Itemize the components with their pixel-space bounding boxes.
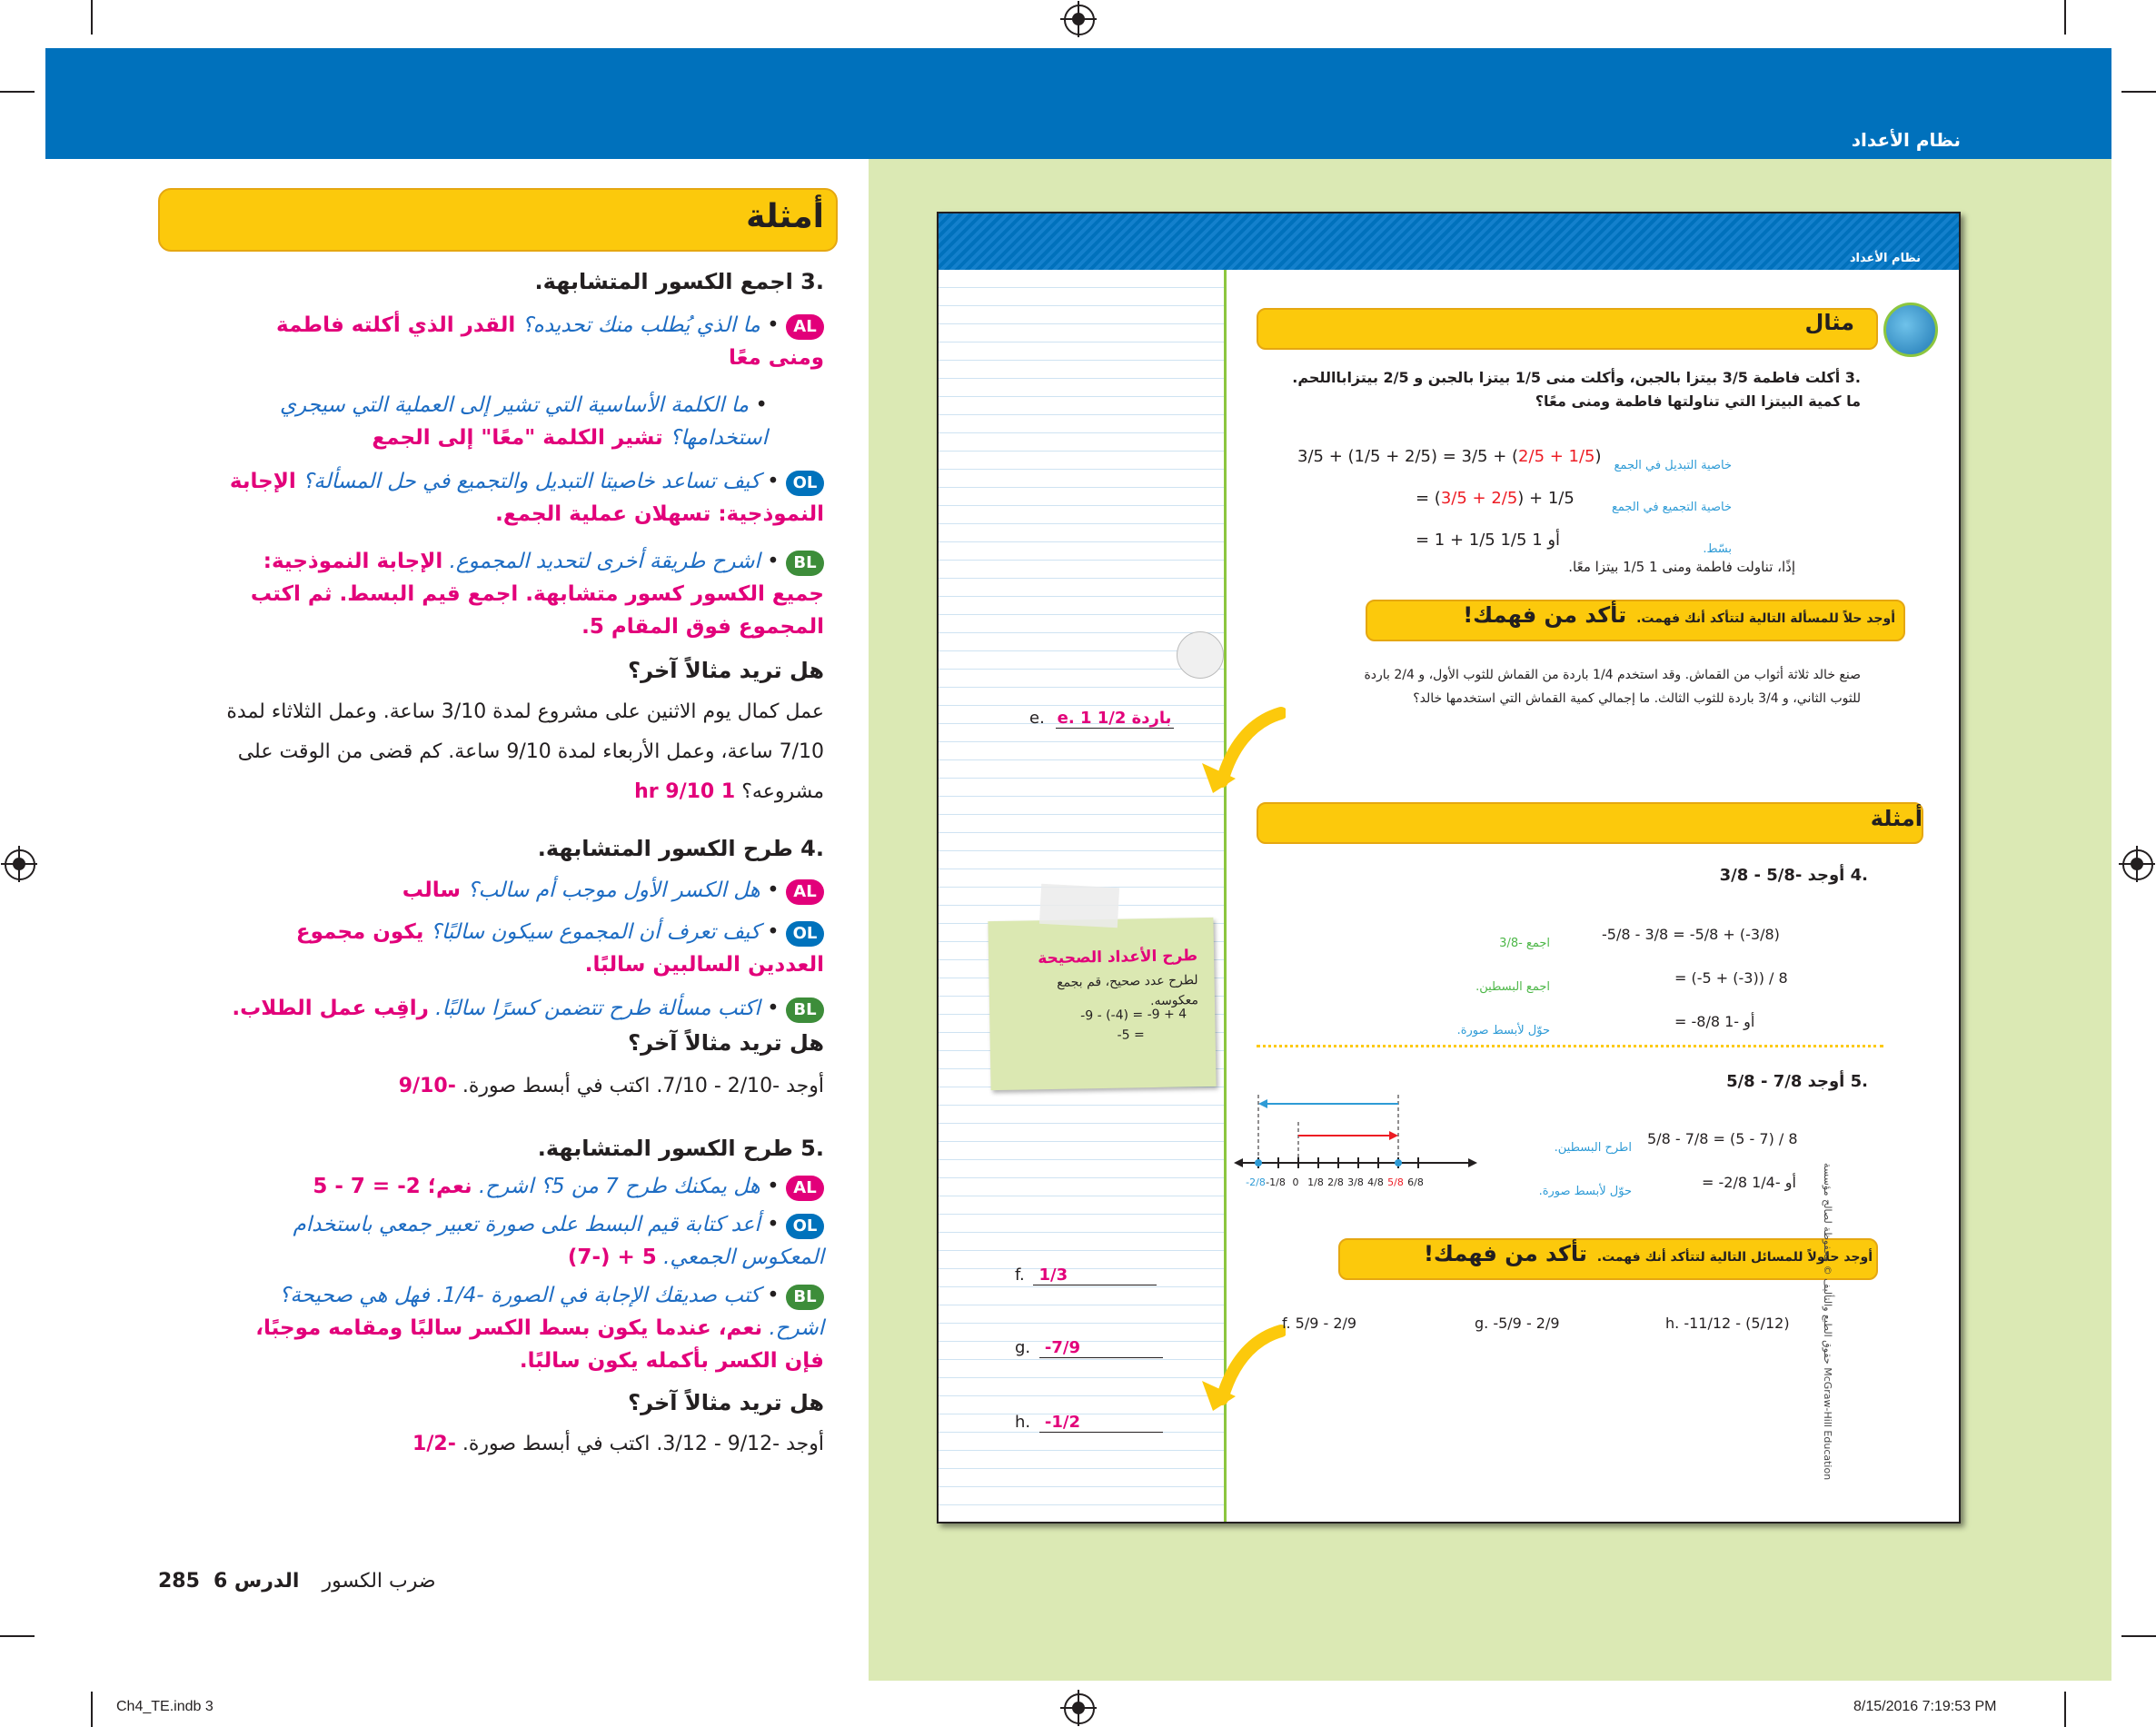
sticky-note-eq2: -5 =: [1117, 1027, 1145, 1043]
answer-text: الإجابة النموذجية: جميع الكسور كسور متشابهة. اجمع قيم البسط. ثم اكتب المجموع فوق المقام 5.: [250, 550, 824, 639]
slug-timestamp: 8/15/2016 7:19:53 PM: [1853, 1699, 1997, 1714]
slide-header-title: نظام الأعداد: [1849, 252, 1921, 265]
crop-mark: [91, 1692, 93, 1727]
answer-e-value: e. 1 1/2 باردة: [1056, 709, 1174, 729]
bl-pill: BL: [786, 997, 824, 1023]
notes-item3-bl: BL • اشرح طريقة أخرى لتحديد المجموع. الإجابة النموذجية: جميع الكسور كسور متشابهة. اجمع قيم البسط. ثم اكتب المجموع فوق المقام 5.: [250, 550, 824, 639]
page-header-title: نظام الأعداد: [1851, 129, 1961, 151]
problem-g: g. -5/9 - 2/9: [1475, 1315, 1560, 1332]
answer-g-value: -7/9: [1039, 1338, 1163, 1358]
notes-item3-title: .3 اجمع الكسور المتشابهة.: [534, 269, 824, 294]
answer-e: [1029, 709, 1174, 729]
page-header-band: [45, 48, 2111, 159]
tick-label: 1/8: [1307, 1176, 1324, 1188]
registration-mark-icon: [1064, 5, 1095, 35]
examples-title: أمثلة: [1870, 806, 1923, 831]
sticky-note-title: طرح الأعداد الصحيحة: [1038, 947, 1198, 968]
bl-pill: BL: [786, 551, 824, 576]
question-text: اكتب مسألة طرح تتضمن كسرًا سالبًا.: [435, 997, 760, 1020]
check1-line: [1463, 602, 1895, 628]
answer-text: تشير الكلمة "معًا" إلى الجمع: [372, 426, 663, 450]
answer-h-label: h.: [1015, 1413, 1031, 1432]
step-1: 3/5 + (1/5 + 2/5) = 3/5 + (2/5 + 1/5): [1297, 447, 1602, 466]
extra-answer: -9/10: [398, 1075, 456, 1097]
problem-label: g.: [1475, 1315, 1489, 1332]
step-label: حوّل لأبسط صورة.: [1538, 1185, 1632, 1198]
check1-instructions: أوجد حلاً للمسألة التالية لتتأكد أنك فهمت.: [1636, 611, 1895, 626]
example5-expr: 7/8 - 5/8: [1726, 1072, 1803, 1091]
crop-mark: [2121, 91, 2156, 93]
lesson-label: الدرس 6: [213, 1570, 300, 1593]
question-text: ما الكلمة الأساسية التي تشير إلى العملية التي سيجري استخدامها؟: [280, 393, 768, 450]
tick-label: 4/8: [1367, 1176, 1384, 1188]
example5-step-labels: [1486, 1127, 1632, 1214]
arrow-icon: [1195, 695, 1286, 795]
example3-problem: .3 أكلت فاطمة 3/5 بيتزا بالجبن، وأكلت منى 1/5 بيتزا بالجبن و 2/5 بيتزابااللحم. ما كمية البيتزا التي تناولتها فاطمة ومنى معًا؟: [1292, 369, 1861, 410]
question-text: اشرح طريقة أخرى لتحديد المجموع.: [449, 550, 760, 573]
arrow-icon: [1195, 1313, 1286, 1413]
extra-answer: 1 9/10 hr: [634, 780, 736, 803]
step-label: اجمع -3/8: [1499, 937, 1550, 950]
extra-problem-text: أوجد -2/10 - 7/10. اكتب في أبسط صورة.: [462, 1075, 824, 1097]
ol-pill: OL: [786, 471, 824, 496]
notes-item3-ol: OL • كيف تساعد خاصيتا التبديل والتجميع في حل المسألة؟ الإجابة النموذجية: تسهلان عملية الجمع.: [229, 470, 824, 526]
step-label: اجمع البسطين.: [1475, 980, 1550, 994]
check-e-text: صنع خالد ثلاثة أثواب من القماش. وقد استخدم 1/4 باردة من القماش للثوب الأول، و 2/4 باردة للثوب الثاني، و 3/4 باردة للثوب الثالث. ما إجمالي كمية القماش التي استخدمها خالد؟: [1364, 668, 1861, 706]
check2-title: تأكد من فهمك!: [1423, 1241, 1587, 1266]
extra-problem-text: أوجد -9/12 - 3/12. اكتب في أبسط صورة.: [462, 1433, 824, 1455]
notes-item3-extra: [220, 692, 824, 812]
tick-label: 3/8: [1347, 1176, 1364, 1188]
dotted-divider: [1257, 1045, 1883, 1047]
examples-bar: [1257, 802, 1923, 844]
step-3: = 1 + 1/5 أو 1 1/5: [1416, 531, 1561, 550]
check1-title: تأكد من فهمك!: [1463, 602, 1627, 628]
step-label: حوّل لأبسط صورة.: [1456, 1024, 1550, 1037]
answer-text: يكون مجموع العددين السالبين سالبًا.: [295, 920, 824, 977]
crop-mark: [0, 1635, 35, 1637]
answer-f-label: f.: [1015, 1265, 1025, 1285]
number-line: [1234, 1067, 1479, 1222]
notes-item4-title: .4 طرح الكسور المتشابهة.: [537, 836, 824, 861]
notes-title-bar: [158, 188, 838, 252]
example4-step-labels: [1405, 922, 1550, 1053]
example5-steps: [1647, 1117, 1798, 1205]
notes-more-example: هل تريد مثالاً آخر؟: [628, 658, 824, 683]
step-label: خاصية التبديل في الجمع: [1614, 459, 1732, 472]
ol-pill: OL: [786, 921, 824, 947]
crop-mark: [2121, 1635, 2156, 1637]
example4-steps: [1602, 913, 1788, 1044]
answer-g-label: g.: [1015, 1338, 1031, 1357]
question-text: ما الذي يُطلب منك تحديده؟: [522, 313, 760, 337]
tick-label: 6/8: [1407, 1176, 1424, 1188]
step-2: = -2/8 أو -1/4: [1702, 1174, 1796, 1191]
question-text: هل يمكنك طرح 7 من 5؟ اشرح.: [478, 1175, 760, 1198]
al-pill: AL: [786, 314, 824, 340]
step-label: اطرح البسطين.: [1554, 1141, 1632, 1155]
step-2: = (3/5 + 2/5) + 1/5: [1416, 489, 1575, 508]
crop-mark: [0, 91, 35, 93]
registration-mark-icon: [1064, 1693, 1095, 1724]
step-2: = (-5 + (-3)) / 8: [1674, 969, 1788, 987]
answer-g: [1015, 1338, 1163, 1358]
example3-conclusion: إذًا، تناولت فاطمة ومنى 1 1/5 بيتزا معًا.: [1568, 559, 1795, 575]
question-text: هل الكسر الأول موجب أم سالب؟: [467, 878, 760, 902]
notes-more-example: هل تريد مثالاً آخر؟: [628, 1030, 824, 1056]
notes-item4-ol: OL • كيف تعرف أن المجموع سيكون سالبًا؟ يكون مجموع العددين السالبين سالبًا.: [295, 920, 824, 977]
example3-step-labels: [1568, 445, 1732, 571]
lesson-name: ضرب الكسور: [322, 1570, 436, 1593]
answer-h-value: -1/2: [1039, 1413, 1163, 1433]
al-pill: AL: [786, 879, 824, 905]
tick-label: -2/8: [1246, 1176, 1266, 1188]
tape-icon: [1039, 884, 1119, 928]
answer-f: [1015, 1265, 1157, 1285]
question-text: أعد كتابة قيم البسط على صورة تعبير جمعي باستخدام المعكوس الجمعي.: [293, 1213, 824, 1269]
problem-label: f.: [1282, 1315, 1291, 1332]
answer-text: القدر الذي أكلته فاطمة ومنى معًا: [276, 313, 824, 370]
globe-icon: [1883, 303, 1938, 357]
slug-file-name: Ch4_TE.indb 3: [116, 1699, 214, 1714]
answer-e-label: e.: [1029, 709, 1045, 728]
notes-item3-al: AL • ما الذي يُطلب منك تحديده؟ القدر الذي أكلته فاطمة ومنى معًا: [276, 313, 824, 370]
ol-pill: OL: [786, 1214, 824, 1239]
crop-mark: [2064, 1692, 2066, 1727]
hint-tab-icon[interactable]: [1177, 631, 1224, 679]
example4-expr: -5/8 - 3/8: [1719, 866, 1803, 885]
step-1: 5/8 - 7/8 = (5 - 7) / 8: [1647, 1130, 1798, 1147]
sticky-note: [988, 918, 1216, 1090]
notes-item3-q2: • ما الكلمة الأساسية التي تشير إلى العملية التي سيجري استخدامها؟ تشير الكلمة "معًا" إلى الجمع: [280, 393, 768, 450]
al-pill: AL: [786, 1176, 824, 1201]
example4-label: [1720, 866, 1868, 885]
page-number: 285: [158, 1570, 200, 1593]
tick-label: 5/8: [1387, 1176, 1404, 1188]
notes-item5-title: .5 طرح الكسور المتشابهة.: [537, 1136, 824, 1161]
problem-label: h.: [1665, 1315, 1680, 1332]
notes-item4-extra: [220, 1068, 824, 1105]
notes-item5-bl: BL • كتب صديقك الإجابة في الصورة -1/4. فهل هي صحيحة؟ اشرح. نعم، عندما يكون بسط الكسر سالبًا ومقامه موجبًا، فإن الكسر بأكمله يكون سالبًا.: [255, 1284, 824, 1373]
slide-frame: [937, 212, 1961, 1524]
answer-text: راقِب عمل الطلاب.: [232, 997, 429, 1020]
question-text: كيف تعرف أن المجموع سيكون سالبًا؟: [430, 920, 760, 944]
question-text: كتب صديقك الإجابة في الصورة -1/4. فهل هي صحيحة؟ اشرح.: [279, 1284, 824, 1340]
answer-h: [1015, 1413, 1163, 1433]
answer-text: نعم؛ 2- = 7 - 5: [313, 1175, 472, 1198]
extra-problem-text: عمل كمال يوم الاثنين على مشروع لمدة 3/10 ساعة. وعمل الثلاثاء لمدة 7/10 ساعة، وعمل الأربعاء لمدة 9/10 ساعة. كم قضى من الوقت على مشروعه؟: [226, 700, 824, 803]
problem-f: f. 5/9 - 2/9: [1282, 1315, 1357, 1332]
example5-label: [1726, 1072, 1868, 1091]
notes-more-example: هل تريد مثالاً آخر؟: [628, 1390, 824, 1415]
step-label: خاصية التجميع في الجمع: [1611, 501, 1732, 514]
check2-instructions: أوجد حلولاً للمسائل التالية لتتأكد أنك فهمت.: [1596, 1250, 1873, 1265]
answer-f-value: 1/3: [1033, 1265, 1157, 1285]
notes-item5-ol: OL • أعد كتابة قيم البسط على صورة تعبير جمعي باستخدام المعكوس الجمعي. 5 + (-7): [293, 1213, 824, 1269]
tick-label: 0: [1292, 1176, 1299, 1188]
notes-item5-extra: [220, 1426, 824, 1463]
tick-label: 2/8: [1327, 1176, 1344, 1188]
answer-text: الإجابة النموذجية: تسهلان عملية الجمع.: [229, 470, 824, 526]
crop-mark: [91, 0, 93, 35]
answer-text: سالب: [402, 878, 462, 902]
tick-label: -1/8: [1266, 1176, 1286, 1188]
example4-prefix: .4 أوجد: [1807, 866, 1868, 885]
page-footer: [158, 1570, 436, 1593]
step-label: بسّط.: [1703, 542, 1732, 556]
answer-text: نعم، عندما يكون بسط الكسر سالبًا ومقامه موجبًا، فإن الكسر بأكمله يكون سالبًا.: [255, 1316, 824, 1373]
step-1: -5/8 - 3/8 = -5/8 + (-3/8): [1602, 926, 1780, 943]
sticky-note-eq1: -9 - (-4) = -9 + 4: [1080, 1007, 1187, 1024]
question-text: كيف تساعد خاصيتا التبديل والتجميع في حل المسألة؟: [303, 470, 760, 493]
problem-h: h. -11/12 - (5/12): [1665, 1315, 1790, 1332]
crop-mark: [2064, 0, 2066, 35]
notes-title: أمثلة: [746, 198, 824, 235]
check2-line: [1424, 1241, 1873, 1266]
sticky-note-text: لطرح عدد صحيح، قم بجمع معكوسه.: [1056, 973, 1199, 1009]
extra-answer: -1/2: [412, 1433, 456, 1455]
answer-text: 5 + (-7): [567, 1246, 657, 1269]
example5-prefix: .5 أوجد: [1807, 1072, 1868, 1091]
example-title: مثال: [1804, 310, 1854, 335]
number-line-labels: [1246, 1176, 1426, 1188]
example3-steps: [1297, 436, 1602, 561]
step-3: = -8/8 أو -1: [1674, 1013, 1755, 1030]
example3-text: [1279, 366, 1861, 413]
registration-mark-icon: [2122, 849, 2153, 880]
copyright-credit: حقوق الطبع والتأليف © محفوظة لصالح مؤسسة McGraw-Hill Education: [1822, 1163, 1833, 1481]
example-bar: [1257, 308, 1878, 350]
notes-item5-al: AL • هل يمكنك طرح 7 من 5؟ اشرح. نعم؛ 2- = 7 - 5: [229, 1170, 824, 1203]
bl-pill: BL: [786, 1285, 824, 1310]
notes-item4-bl: BL • اكتب مسألة طرح تتضمن كسرًا سالبًا. راقِب عمل الطلاب.: [229, 992, 824, 1025]
slide-header-band: [939, 213, 1959, 270]
registration-mark-icon: [5, 849, 35, 880]
notes-item4-al: AL • هل الكسر الأول موجب أم سالب؟ سالب: [229, 874, 824, 907]
